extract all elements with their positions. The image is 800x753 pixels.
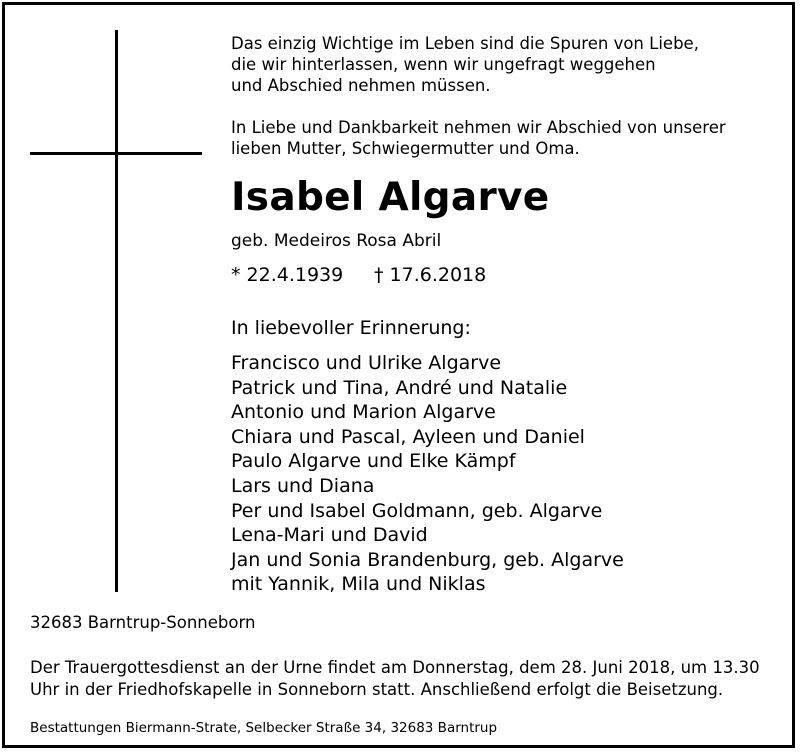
mourner-item: Patrick und Tina, André und Natalie	[231, 376, 568, 399]
service-line: Der Trauergottesdienst an der Urne findet am Donnerstag, dem 28. Juni 2018, um 13.30	[30, 658, 760, 677]
funeral-service-notice	[30, 657, 760, 700]
life-dates	[231, 263, 486, 287]
mourner-item: Jan und Sonia Brandenburg, geb. Algarve	[231, 548, 624, 571]
mourner-item: Antonio und Marion Algarve	[231, 401, 496, 424]
memorial-quote	[231, 33, 699, 96]
mourner-item: Paulo Algarve und Elke Kämpf	[231, 450, 516, 473]
mourner-item: Lena-Mari und David	[231, 524, 428, 547]
quote-line: und Abschied nehmen müssen.	[231, 76, 491, 95]
intro-line: In Liebe und Dankbarkeit nehmen wir Abschied von unserer	[231, 118, 726, 137]
cross-horizontal-bar	[30, 152, 202, 155]
mourner-item: Chiara und Pascal, Ayleen und Daniel	[231, 425, 585, 448]
mourner-item: Per und Isabel Goldmann, geb. Algarve	[231, 499, 603, 522]
mourner-item: Lars und Diana	[231, 474, 375, 497]
undertaker-info: Bestattungen Biermann-Strate, Selbecker Straße 34, 32683 Barntrup	[30, 720, 498, 736]
deceased-name: Isabel Algarve	[231, 175, 550, 220]
birth-name: geb. Medeiros Rosa Abril	[231, 231, 442, 251]
residence-place: 32683 Barntrup-Sonneborn	[30, 613, 256, 632]
birth-date: * 22.4.1939	[231, 264, 344, 286]
cross-vertical-bar	[115, 30, 118, 592]
farewell-intro	[231, 117, 726, 159]
intro-line: lieben Mutter, Schwiegermutter und Oma.	[231, 139, 580, 158]
mourner-item: mit Yannik, Mila und Niklas	[231, 573, 486, 596]
quote-line: Das einzig Wichtige im Leben sind die Spuren von Liebe,	[231, 34, 699, 53]
death-date: † 17.6.2018	[374, 264, 487, 286]
mourner-item: Francisco und Ulrike Algarve	[231, 352, 502, 374]
quote-line: die wir hinterlassen, wenn wir ungefragt weggehen	[231, 55, 656, 74]
memory-heading: In liebevoller Erinnerung:	[231, 317, 471, 339]
service-line: Uhr in der Friedhofskapelle in Sonneborn statt. Anschließend erfolgt die Beisetzung.	[30, 679, 724, 699]
mourners-list	[231, 351, 624, 597]
